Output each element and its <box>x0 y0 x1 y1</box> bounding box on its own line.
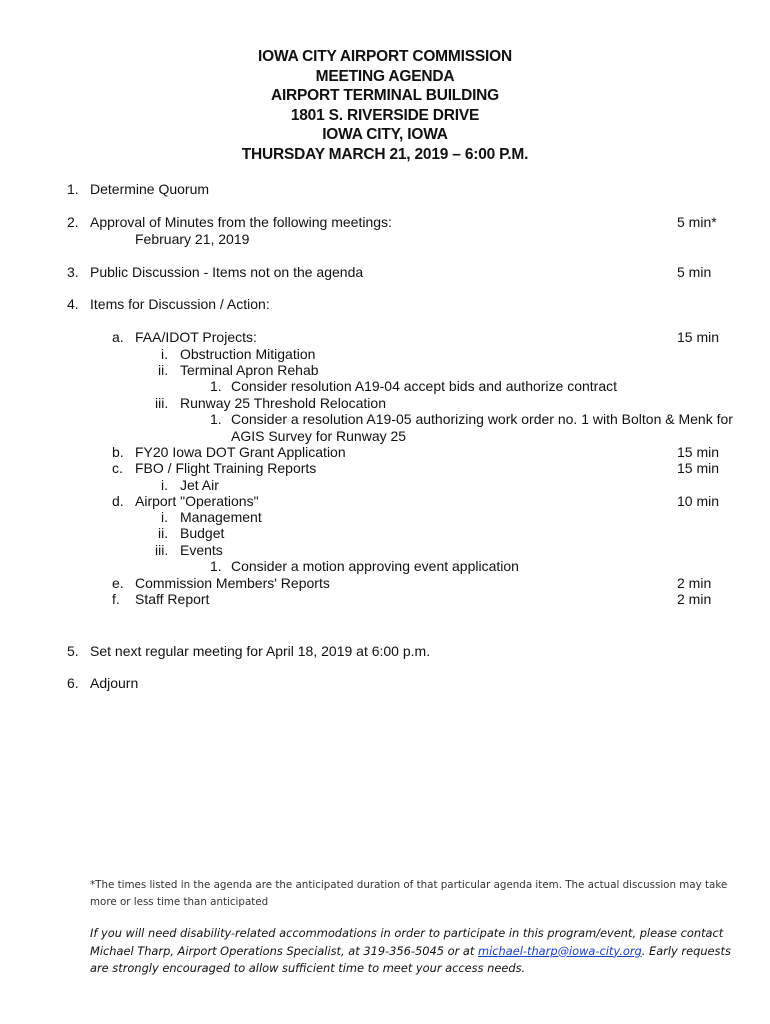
item-number: 1. <box>67 181 79 197</box>
footnote-line-2: more or less time than anticipated <box>90 896 269 908</box>
item-text: Management <box>180 509 262 525</box>
agenda-item-4d-ii <box>0 525 770 542</box>
item-letter: e. <box>112 575 124 591</box>
item-roman: i. <box>161 346 168 362</box>
item-roman: i. <box>161 477 168 493</box>
item-letter: f. <box>112 591 120 607</box>
item-roman: iii. <box>155 542 169 558</box>
item-text: Budget <box>180 525 225 541</box>
header-line-title: MEETING AGENDA <box>315 67 455 85</box>
item-text: Determine Quorum <box>90 181 210 197</box>
notice-line-1: If you will need disability-related accommodations in order to participate in this program/event, please contact <box>90 926 724 940</box>
item-text: FY20 Iowa DOT Grant Application <box>135 444 346 460</box>
item-text: Consider a resolution A19-05 authorizing work order no. 1 with Bolton & Menk for <box>231 411 733 427</box>
notice-line-3: are strongly encouraged to allow sufficient time to meet your access needs. <box>90 961 526 975</box>
item-number: 6. <box>67 675 79 691</box>
item-roman: ii. <box>158 362 169 378</box>
item-time: 5 min <box>677 264 712 280</box>
agenda-header <box>0 47 770 165</box>
agenda-item-4a-iii-1 <box>0 411 770 428</box>
agenda-item-2-meeting-date <box>0 231 770 248</box>
header-line-building: AIRPORT TERMINAL BUILDING <box>270 87 500 105</box>
item-text: FAA/IDOT Projects: <box>135 329 257 345</box>
agenda-item-4c-i <box>0 477 770 494</box>
agenda-item-4a-iii-1-continued <box>0 428 770 445</box>
item-text: Consider a motion approving event application <box>231 558 519 574</box>
header-line-org: IOWA CITY AIRPORT COMMISSION <box>258 48 512 65</box>
agenda-item-4a-ii-1 <box>0 378 770 395</box>
header-line-city: IOWA CITY, IOWA <box>322 126 448 144</box>
agenda-item-3 <box>0 264 770 281</box>
item-roman: ii. <box>158 525 169 541</box>
item-text: Public Discussion - Items not on the agenda <box>90 264 364 280</box>
accessibility-notice <box>90 925 740 978</box>
item-letter: c. <box>112 460 123 476</box>
agenda-item-4a <box>0 329 770 346</box>
agenda-item-4b <box>0 444 770 461</box>
footnote-line-1: *The times listed in the agenda are the anticipated duration of that particular agenda item. The actual discussion may take <box>90 879 728 891</box>
agenda-item-5 <box>0 643 770 660</box>
item-text: Items for Discussion / Action: <box>90 296 270 312</box>
item-text: FBO / Flight Training Reports <box>135 460 317 476</box>
item-letter: b. <box>112 444 124 460</box>
item-text: Obstruction Mitigation <box>180 346 316 362</box>
item-number: 2. <box>67 214 79 230</box>
header-line-address: 1801 S. RIVERSIDE DRIVE <box>290 106 480 124</box>
item-text: Adjourn <box>90 675 139 691</box>
item-text: Staff Report <box>135 591 210 607</box>
agenda-item-1 <box>0 181 770 198</box>
item-text: Commission Members' Reports <box>135 575 330 591</box>
notice-text: . Early requests <box>641 943 731 958</box>
item-number: 4. <box>67 296 79 312</box>
agenda-item-4c <box>0 460 770 477</box>
agenda-item-6 <box>0 675 770 692</box>
agenda-item-4d-i <box>0 509 770 526</box>
item-time: 2 min <box>677 591 712 607</box>
time-footnote <box>90 877 740 911</box>
item-time: 2 min <box>677 575 712 591</box>
item-roman: iii. <box>155 395 169 411</box>
item-letter: a. <box>112 329 124 345</box>
item-text: Terminal Apron Rehab <box>180 362 319 378</box>
item-time: 15 min <box>677 329 720 345</box>
notice-text: Michael Tharp, Airport Operations Specialist, at 319-356-5045 or at <box>90 943 478 958</box>
item-sub-number: 1. <box>210 411 222 427</box>
item-text: Runway 25 Threshold Relocation <box>180 395 386 411</box>
item-sub-number: 1. <box>210 558 222 574</box>
agenda-item-4 <box>0 296 770 313</box>
item-text: Airport "Operations" <box>135 493 259 509</box>
agenda-item-4d-iii-1 <box>0 558 770 575</box>
item-time: 15 min <box>677 460 720 476</box>
notice-line-2 <box>90 943 740 961</box>
item-time: 5 min* <box>677 214 717 230</box>
item-time: 10 min <box>677 493 720 509</box>
item-time: 15 min <box>677 444 720 460</box>
agenda-item-4a-i <box>0 346 770 363</box>
item-subtext: February 21, 2019 <box>135 231 250 247</box>
item-roman: i. <box>161 509 168 525</box>
item-text: AGIS Survey for Runway 25 <box>231 428 407 444</box>
agenda-item-4a-ii <box>0 362 770 379</box>
agenda-item-4d-iii <box>0 542 770 559</box>
item-text: Approval of Minutes from the following meetings: <box>90 214 392 230</box>
item-text: Events <box>180 542 223 558</box>
item-text: Set next regular meeting for April 18, 2019 at 6:00 p.m. <box>90 643 431 659</box>
item-number: 3. <box>67 264 79 280</box>
agenda-item-2 <box>0 214 770 231</box>
item-letter: d. <box>112 493 124 509</box>
agenda-item-4a-iii <box>0 395 770 412</box>
header-line-date: THURSDAY MARCH 21, 2019 – 6:00 P.M. <box>241 145 529 163</box>
agenda-item-4e <box>0 575 770 592</box>
contact-email-link[interactable]: michael-tharp@iowa-city.org <box>477 943 642 958</box>
item-text: Jet Air <box>180 477 219 493</box>
item-text: Consider resolution A19-04 accept bids and authorize contract <box>231 378 618 394</box>
item-number: 5. <box>67 643 79 659</box>
agenda-item-4f <box>0 591 770 608</box>
agenda-item-4d <box>0 493 770 510</box>
item-sub-number: 1. <box>210 378 222 394</box>
